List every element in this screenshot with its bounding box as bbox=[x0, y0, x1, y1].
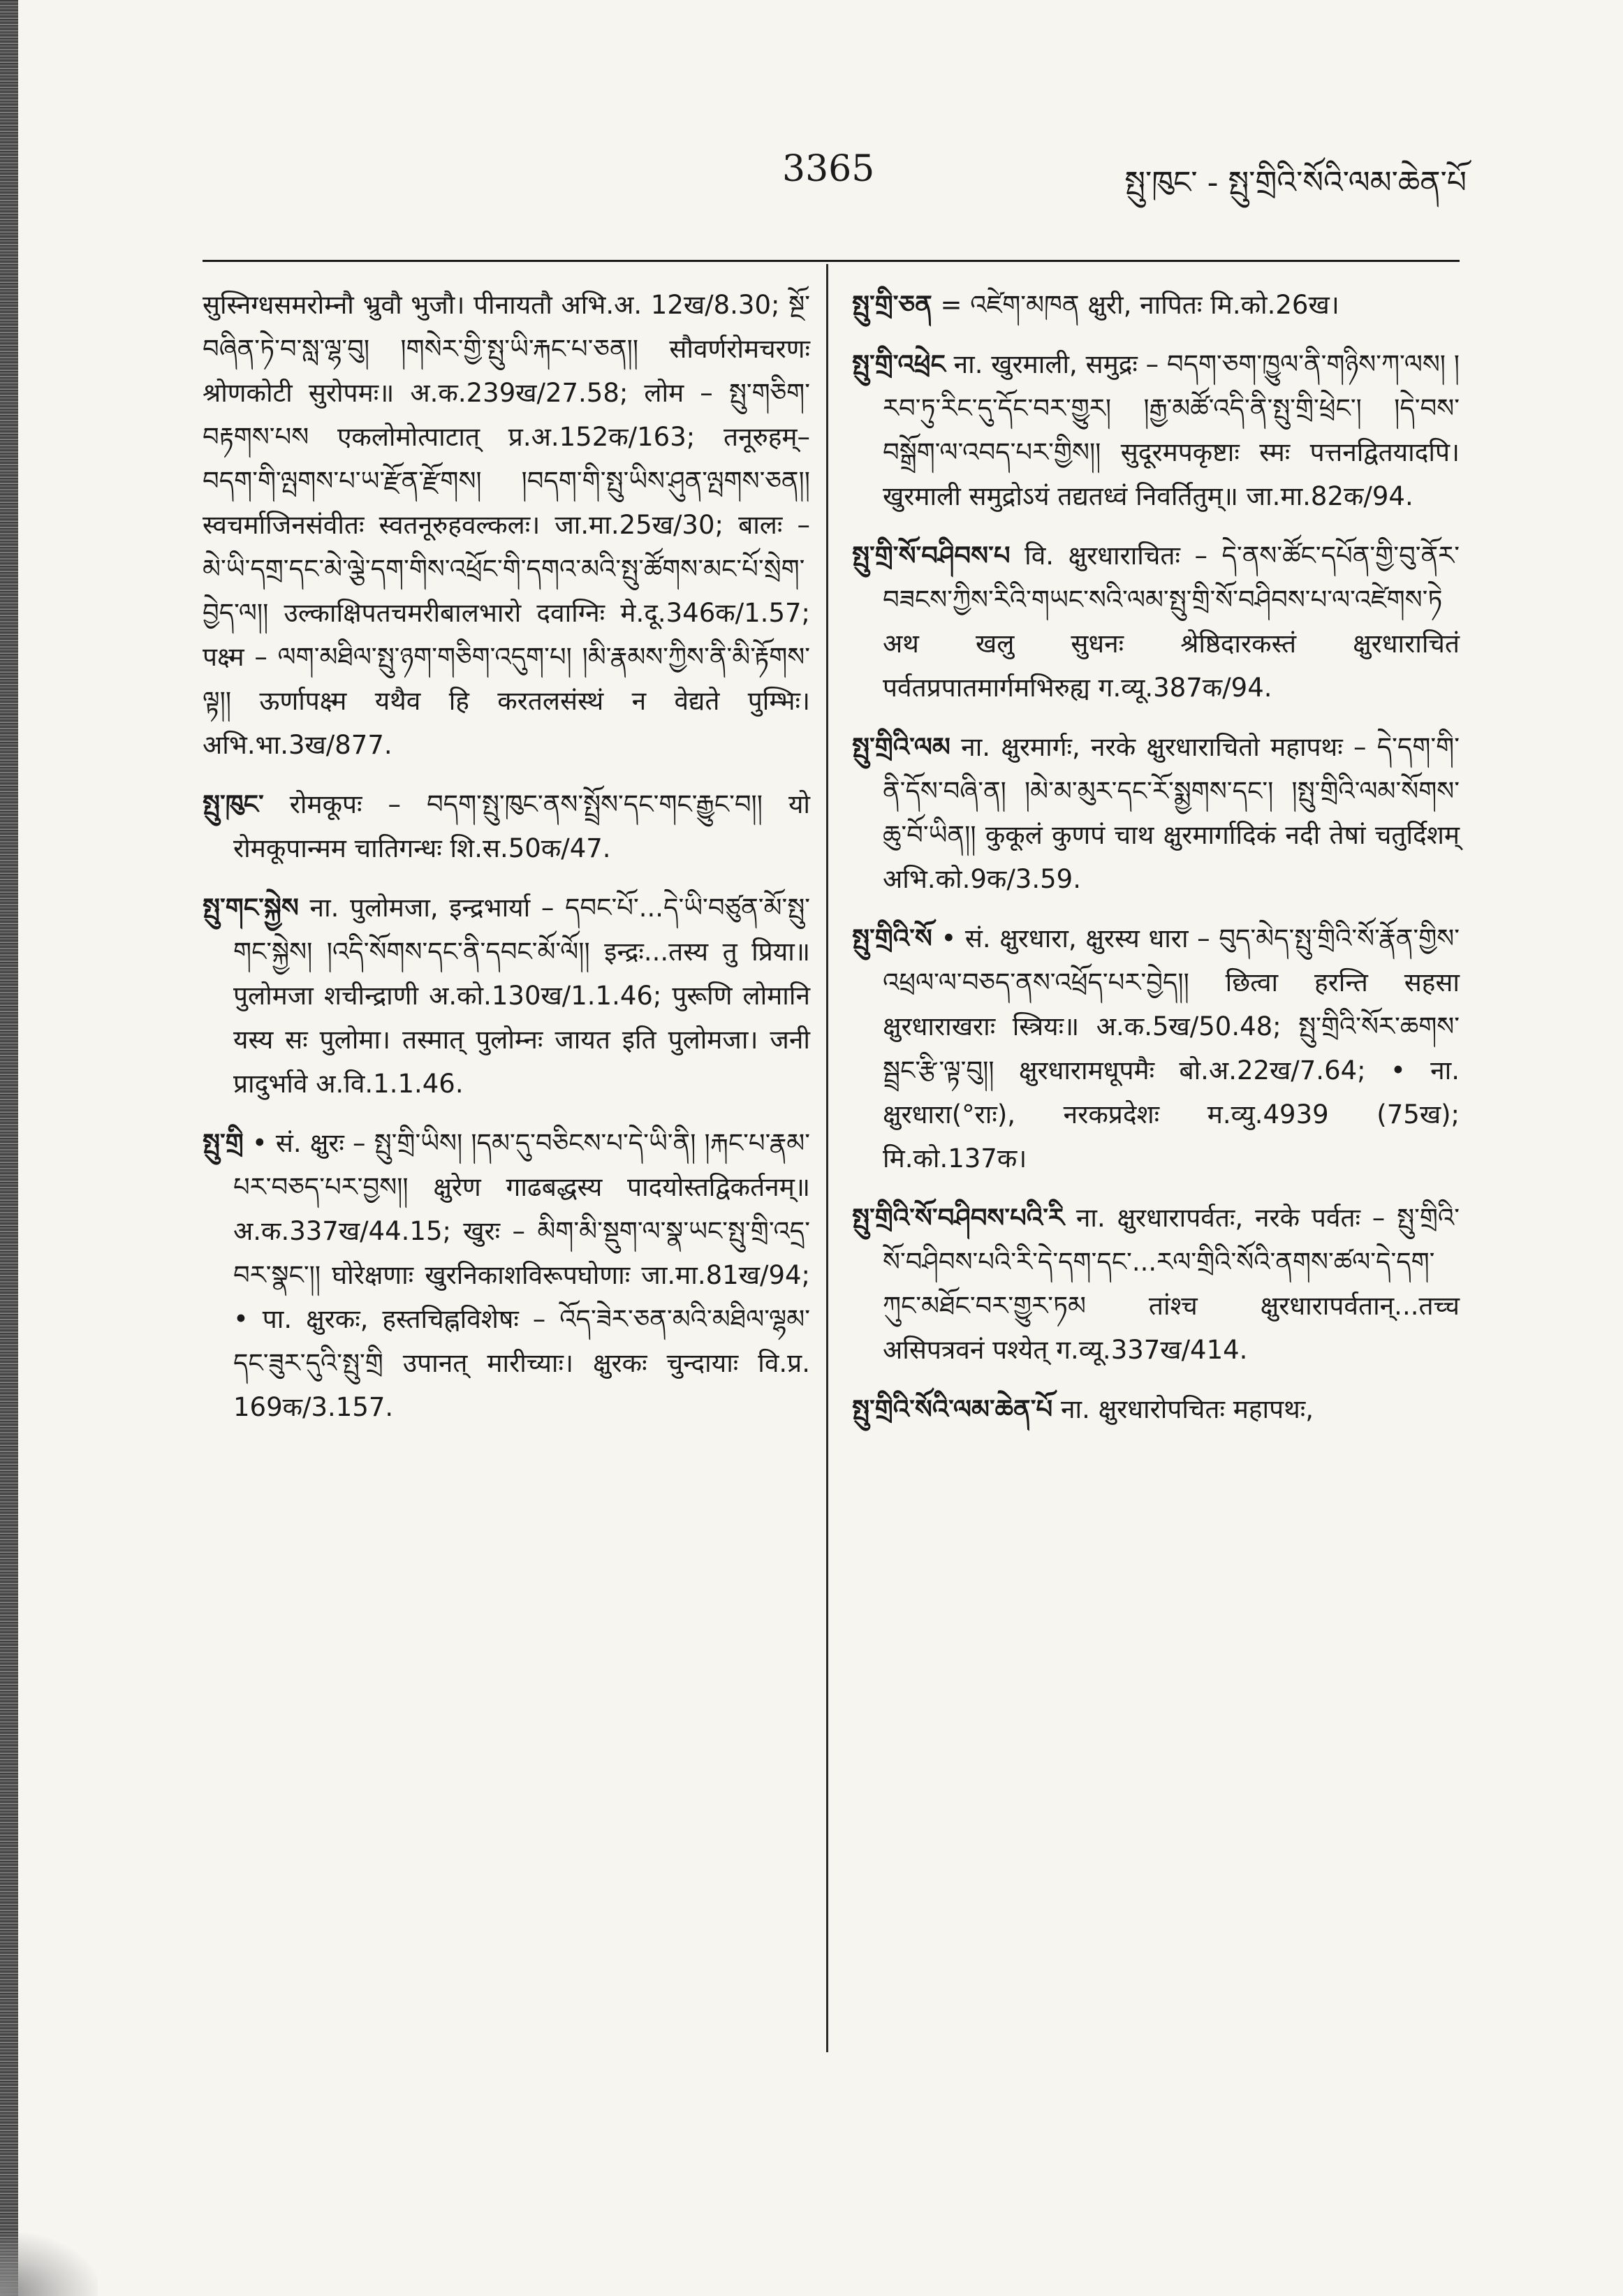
dictionary-entry bbox=[852, 283, 1460, 327]
entry-headword: སྤུ་ཁུང་ bbox=[203, 789, 264, 819]
entry-headword: སྤུ་གྲི bbox=[203, 1128, 244, 1158]
dictionary-entry bbox=[852, 1196, 1460, 1372]
column-divider bbox=[826, 264, 828, 2052]
dictionary-entry bbox=[852, 342, 1460, 518]
entry-headword: སྤུ་གྲི་འཕྲེང bbox=[852, 349, 946, 379]
dictionary-entry bbox=[203, 782, 810, 870]
dictionary-entry bbox=[203, 1121, 810, 1429]
entry-headword: སྤུ་གྲིའི་སོ bbox=[852, 923, 932, 953]
scan-edge bbox=[0, 0, 18, 2296]
scan-corner-smudge bbox=[0, 2233, 98, 2296]
dictionary-entry bbox=[203, 886, 810, 1106]
entry-text: = འཛེག་མཁན क्षुरी, नापितः मि.को.26ख। bbox=[940, 290, 1339, 320]
dictionary-entry bbox=[852, 916, 1460, 1180]
right-column bbox=[852, 283, 1460, 1447]
entry-headword: སྤུ་གྲི་ཅན bbox=[852, 290, 932, 320]
entry-headword: སྤུ་གྲི་སོ་བཤིབས་པ bbox=[852, 541, 1011, 571]
entry-text: ना. क्षुरमार्गः, नरके क्षुरधाराचितो महापथः – དེ་དག་གི་ནི་དོས་བཞི་ན། །མེ་མ་མུར་དང་རོ་སྨྱགས་དང་། །སྤུ་གྲིའི་ལམ་སོགས་ཆུ་བོ་ཡིན།། कुकूलं कुणपं चाथ क्षुरमार्गादिकं नदी तेषां चतुर्दिशम् अभि.को.9क/3.59. bbox=[883, 732, 1460, 894]
entry-text: • सं. क्षुरः – སྤུ་གྲི་ཡིས། །དམ་དུ་བཅིངས་པ་དེ་ཡི་ནི། །རྐང་པ་རྣམ་པར་བཅད་པར་བྱས།། क्षुरेण गाढबद्धस्य पादयोस्तद्विकर्तनम्॥ अ.क.337ख/44.15; खुरः – མིག་མི་སྡུག་ལ་སྣ་ཡང་སྤུ་གྲི་འདྲ་བར་སྣང་།། घोरेक्षणाः खुरनिकाशविरूपघोणाः जा.मा.81ख/94; • पा. क्षुरकः, हस्तचिह्नविशेषः – འོད་ཟེར་ཅན་མའི་མཐིལ་ལྷམ་དང་ཟུར་དུའི་སྤུ་གྲི उपानत् मारीच्याः। क्षुरकः चुन्दायाः वि.प्र. 169क/3.157. bbox=[233, 1128, 810, 1422]
header-rule bbox=[203, 260, 1460, 262]
entry-text: ना. पुलोमजा, इन्द्रभार्या – དབང་པོ་...དེ་ཡི་བཙུན་མོ་སྤུ་གང་སྐྱེས། །འདི་སོགས་དང་ནི་དབང་མོ་ལོ།། इन्द्रः...तस्य तु प्रिया॥ पुलोमजा शचीन्द्राणी अ.को.130ख/1.1.46; पुरूणि लोमानि यस्य सः पुलोमा। तस्मात् पुलोम्नः जायत इति पुलोमजा। जनी प्रादुर्भावे अ.वि.1.1.46. bbox=[233, 893, 811, 1099]
page-number: 3365 bbox=[782, 148, 875, 190]
dictionary-entry bbox=[852, 1387, 1460, 1431]
left-column bbox=[203, 283, 810, 1445]
entry-headword: སྤུ་གང་སྐྱེས bbox=[203, 893, 299, 923]
dictionary-entry bbox=[203, 283, 810, 767]
entry-headword: སྤུ་གྲིའི་སོ་བཤིབས་པའི་རི bbox=[852, 1203, 1065, 1233]
dictionary-entry bbox=[852, 534, 1460, 710]
entry-text: ना. क्षुरधारोपचितः महापथः, bbox=[1060, 1394, 1314, 1424]
entry-text: रोमकूपः – བདག་སྤུ་ཁུང་ནས་སྤྲོས་དང་གང་རྒྱུང་བ།། यो रोमकूपान्मम चातिगन्धः शि.स.50क/47. bbox=[233, 789, 810, 863]
running-head: སྤུ་ཁུང་ - སྤུ་གྲིའི་སོའི་ལམ་ཆེན་པོ bbox=[1124, 165, 1467, 200]
dictionary-entry bbox=[852, 725, 1460, 901]
entry-text: • सं. क्षुरधारा, क्षुरस्य धारा – བུད་མེད་སྤུ་གྲིའི་སོ་རྣོན་གྱིས་འཕྲལ་ལ་བཅད་ནས་འཕྲོད་པར་བྱེད།། छित्वा हरन्ति सहसा क्षुरधाराखराः स्त्रियः॥ अ.क.5ख/50.48; སྤུ་གྲིའི་སོར་ཆགས་སྦྲང་རྩི་ལྟ་བུ།། क्षुरधारामधूपमैः बो.अ.22ख/7.64; • ना. क्षुरधारा(°राः), नरकप्रदेशः म.व्यु.4939 (75ख); मि.को.137क। bbox=[883, 923, 1460, 1173]
entry-text: ना. खुरमाली, समुद्रः – བདག་ཅག་ཁྱུལ་ནི་གཉིས་ཀ་ལས། །རབ་ཏུ་རིང་དུ་དོང་བར་གྱུར། །རྒྱ་མཚོ་འདི་ནི་སྤུ་གྲི་ཕྲེང་། །དེ་བས་བསྒྲོག་ལ་འབད་པར་གྱིས།། सुदूरमपकृष्टाः स्मः पत्तनद्वितयादपि। खुरमाली समुद्रोऽयं तद्यतध्वं निवर्तितुम्॥ जा.मा.82क/94. bbox=[883, 349, 1460, 511]
entry-text: ना. क्षुरधारापर्वतः, नरके पर्वतः – སྤུ་གྲིའི་སོ་བཤིབས་པའི་རི་དེ་དག་དང་...རལ་གྲིའི་སོའི་ནགས་ཚལ་དེ་དག་ཀུང་མཐོང་བར་གྱུར་ཏམ तांश्च क्षुरधारापर्वतान्...तच्च असिपत्रवनं पश्येत् ग.व्यू.337ख/414. bbox=[883, 1203, 1460, 1365]
entry-text: सुस्निग्धसमरोम्नौ भ्रुवौ भुजौ। पीनायतौ अभि.अ. 12ख/8.30; སྔོ་བཞིན་ཏེ་བ་སླ་ལྷ་བུ། །གསེར་གྱི་སྤུ་ཡི་རྐང་པ་ཅན།། सौवर्णरोमचरणः श्रोणकोटी सुरोपमः॥ अ.क.239ख/27.58; लोम – སྤུ་གཅིག་བརྟགས་པས एकलोमोत्पाटात् प्र.अ.152क/163; तनूरुहम्– བདག་གི་ལྤགས་པ་ཡ་རྫོན་རྫོགས། །བདག་གི་སྤུ་ཡིས་ཤུན་ལྤགས་ཅན།། स्वचर्माजिनसंवीतः स्वतनूरुहवल्कलः। जा.मा.25ख/30; बालः – མེ་ཡི་དགྲ་དང་མེ་ལྕེ་དག་གིས་འཕྲོང་གི་དགའ་མའི་སྤུ་ཚོགས་མང་པོ་སྲེག་བྱེད་ལ།། उल्काक्षिपतचमरीबालभारो दवाग्निः मे.दू.346क/1.57; पक्ष्म – ལག་མཐིལ་སྤུ་ཉག་གཅིག་འདུག་པ། །མི་རྣམས་ཀྱིས་ནི་མི་རྟོགས་ལྟ།། ऊर्णापक्ष्म यथैव हि करतलसंस्थं न वेद्यते पुम्भिः। अभि.भा.3ख/877. bbox=[203, 290, 810, 760]
entry-headword: སྤུ་གྲིའི་ལམ bbox=[852, 732, 950, 762]
entry-headword: སྤུ་གྲིའི་སོའི་ལམ་ཆེན་པོ bbox=[852, 1394, 1053, 1424]
entry-text: वि. क्षुरधाराचितः – དེ་ནས་ཚོང་དཔོན་གྱི་བུ་ནོར་བཟངས་ཀྱིས་རིའི་གཡང་སའི་ལམ་སྤུ་གྲི་སོ་བཤིབས་པ་ལ་འཛེགས་ཏེ अथ खलु सुधनः श्रेष्ठिदारकस्तं क्षुरधाराचितं पर्वतप्रपातमार्गमभिरुह्य ग.व्यू.387क/94. bbox=[883, 541, 1460, 703]
